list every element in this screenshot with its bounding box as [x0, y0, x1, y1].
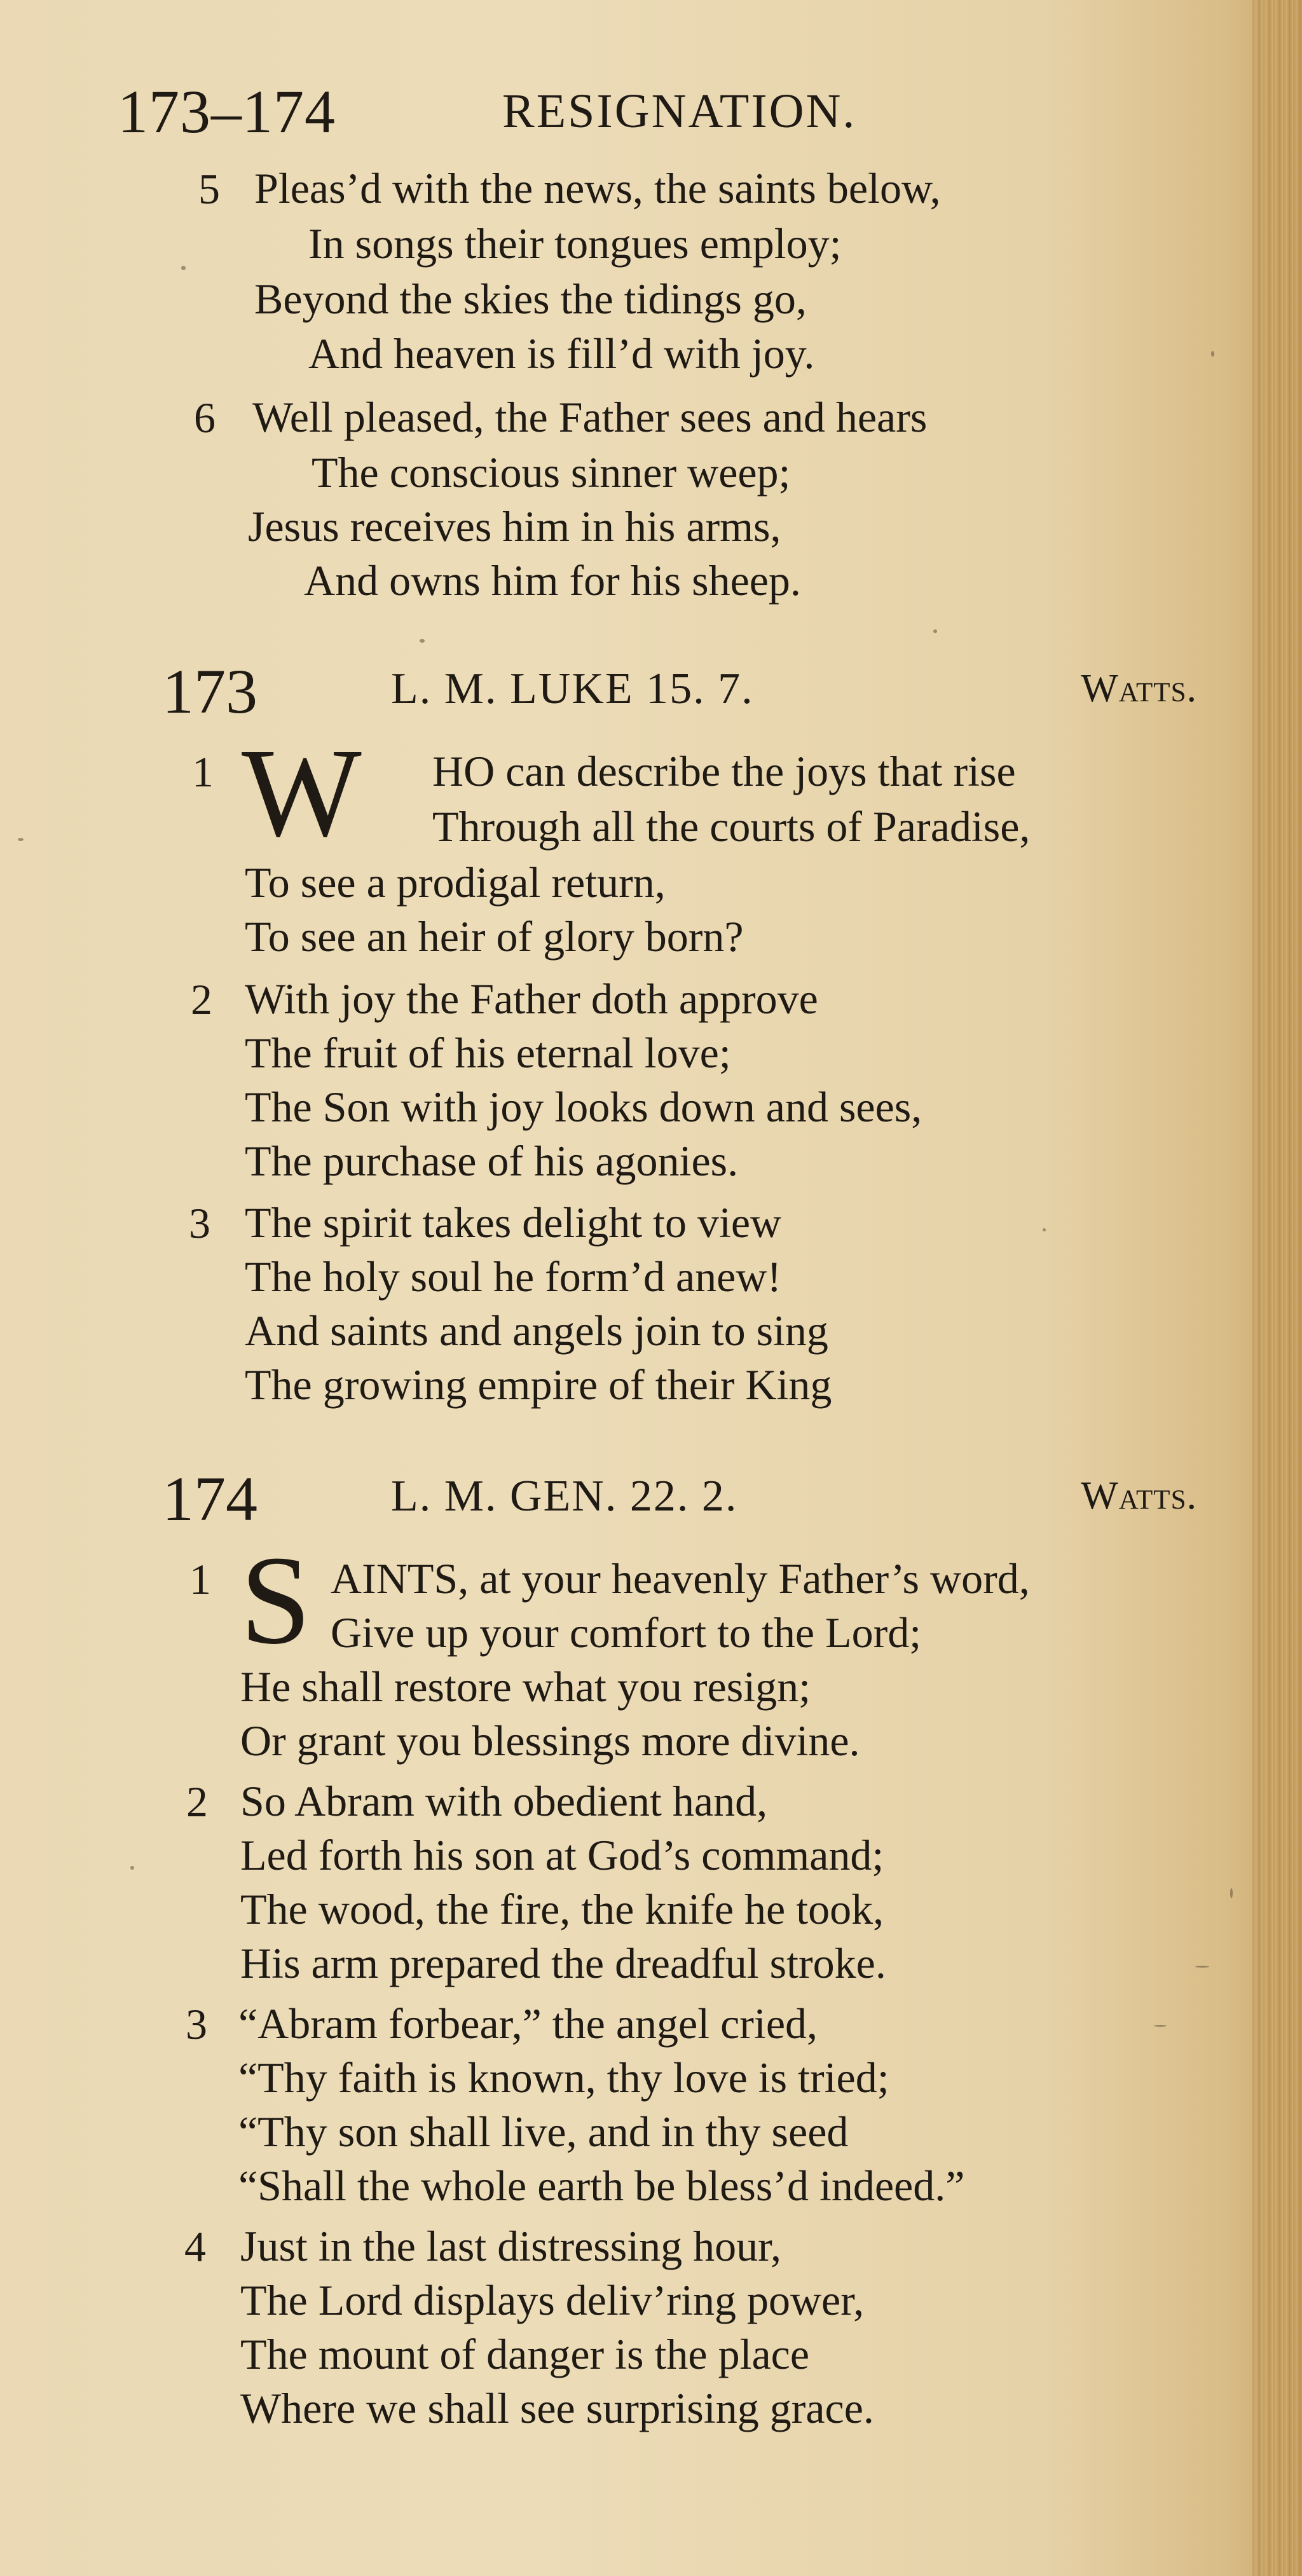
paper-speck	[1211, 351, 1214, 357]
verse-line: The Lord displays deliv’ring power,	[240, 2276, 865, 2324]
verse-line: The mount of danger is the place	[240, 2330, 810, 2378]
verse-line: “Thy faith is known, thy love is tried;	[238, 2053, 889, 2102]
page-edge	[1252, 0, 1302, 2576]
verse-line: The fruit of his eternal love;	[245, 1029, 731, 1077]
verse-number: 6	[194, 394, 216, 442]
running-header	[118, 76, 1211, 146]
hymn-author: Watts.	[1081, 667, 1197, 710]
running-title: RESIGNATION.	[502, 85, 857, 138]
verse-number: 1	[192, 748, 214, 796]
verse-line: HO can describe the joys that rise	[432, 747, 1016, 795]
paper-speck	[1154, 2025, 1167, 2027]
verse-line: The Son with joy looks down and sees,	[245, 1083, 922, 1131]
verse-line: Pleas’d with the news, the saints below,	[254, 164, 941, 212]
paper-speck	[181, 266, 186, 270]
verse-line: To see a prodigal return,	[245, 858, 666, 907]
verse-line: With joy the Father doth approve	[245, 975, 818, 1023]
verse-line: Jesus receives him in his arms,	[248, 502, 781, 551]
hymn-meter: L. M. LUKE 15. 7.	[391, 664, 754, 713]
paper-speck	[420, 639, 425, 643]
verse-line: AINTS, at your heavenly Father’s word,	[331, 1554, 1030, 1603]
verse-line: The spirit takes delight to view	[245, 1198, 782, 1247]
verse-line: And heaven is fill’d with joy.	[308, 329, 815, 378]
verse-line: “Abram forbear,” the angel cried,	[238, 1999, 818, 2048]
verse-line: Beyond the skies the tidings go,	[254, 275, 807, 323]
hymn-number: 174	[162, 1463, 257, 1534]
hymn-heading	[0, 655, 1302, 725]
verse-number: 1	[189, 1555, 211, 1603]
verse-line: Where we shall see surprising grace.	[240, 2384, 874, 2432]
verse-number: 2	[186, 1778, 208, 1826]
hymn-number: 173	[162, 656, 257, 727]
verse-line: “Thy son shall live, and in thy seed	[238, 2107, 849, 2156]
verse-line: The wood, the fire, the knife he took,	[240, 1885, 884, 1933]
verse-line: Or grant you blessings more divine.	[240, 1716, 860, 1765]
verse-line: His arm prepared the dreadful stroke.	[240, 1939, 886, 1987]
verse-number: 5	[198, 165, 220, 213]
paper-speck	[933, 629, 937, 633]
verse-number: 4	[184, 2223, 206, 2271]
hymn-heading	[0, 1462, 1302, 1532]
verse-line: Give up your comfort to the Lord;	[331, 1608, 922, 1657]
paper-speck	[1230, 1888, 1233, 1898]
verse-number: 3	[189, 1199, 210, 1247]
verse-number: 2	[191, 975, 212, 1024]
verse-line: The holy soul he form’d anew!	[245, 1252, 782, 1301]
verse-line: In songs their tongues employ;	[308, 219, 842, 268]
drop-cap: W	[242, 723, 362, 863]
verse-line: And saints and angels join to sing	[245, 1306, 828, 1355]
paper-speck	[1195, 1966, 1209, 1968]
drop-cap: S	[240, 1530, 312, 1671]
verse-line: The purchase of his agonies.	[245, 1137, 739, 1185]
verse-line: Just in the last distressing hour,	[240, 2222, 782, 2270]
verse-line: Led forth his son at God’s command;	[240, 1831, 884, 1879]
hymn-author: Watts.	[1081, 1474, 1197, 1518]
verse-line: Through all the courts of Paradise,	[432, 802, 1031, 851]
verse-number: 3	[186, 2000, 207, 2048]
paper-speck	[130, 1866, 134, 1870]
verse-line: He shall restore what you resign;	[240, 1662, 811, 1711]
running-hymn-range: 173–174	[118, 78, 336, 146]
verse-line: And owns him for his sheep.	[304, 556, 801, 605]
verse-line: To see an heir of glory born?	[245, 912, 744, 961]
verse-line: The growing empire of their King	[245, 1360, 832, 1409]
hymn-meter: L. M. GEN. 22. 2.	[391, 1472, 738, 1521]
paper-speck	[18, 838, 24, 841]
verse-line: So Abram with obedient hand,	[240, 1777, 768, 1825]
verse-line: “Shall the whole earth be bless’d indeed.”	[238, 2162, 965, 2210]
paper-speck	[1043, 1228, 1046, 1231]
verse-line: The conscious sinner weep;	[312, 448, 791, 497]
verse-line: Well pleased, the Father sees and hears	[252, 393, 928, 441]
